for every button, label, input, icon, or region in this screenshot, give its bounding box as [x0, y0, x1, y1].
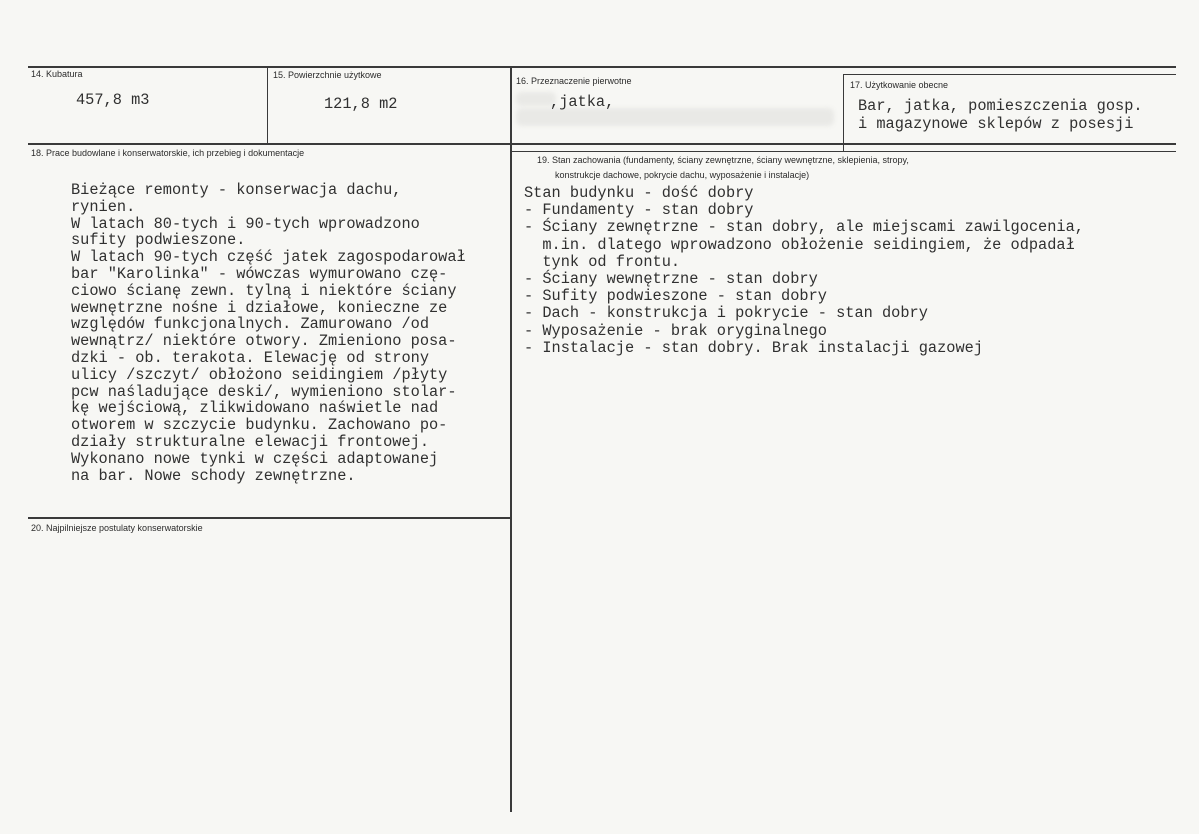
field-18-text-line: bar "Karolinka" - wówczas wymurowano czę-: [71, 265, 448, 283]
field-19-label-line-2: konstrukcje dachowe, pokrycie dachu, wyposażenie i instalacje): [555, 170, 810, 180]
field-18-label: 18. Prace budowlane i konserwatorskie, ich przebieg i dokumentacje: [31, 148, 305, 158]
header-top-rule: [28, 66, 1176, 68]
field-17-value-line-2: i magazynowe sklepów z posesji: [858, 115, 1134, 133]
field-18-text-line: kę wejściową, zlikwidowano naświetle nad: [71, 399, 439, 418]
field-15-label: 15. Powierzchnie użytkowe: [273, 70, 382, 80]
field-19-text-line: Stan budynku - dość dobry: [524, 184, 754, 202]
field-19-text-line: - Fundamenty - stan dobry: [524, 201, 754, 220]
field-18-text-line: rynien.: [71, 197, 136, 216]
field-19-text-line: m.in. dlatego wprowadzono obłożenie seidingiem, że odpadał: [524, 235, 1075, 254]
field-18-text-line: ciowo ścianę zewn. tylną i niektóre ściany: [71, 281, 457, 300]
field-18-text-line: działy strukturalne elewacji frontowej.: [71, 433, 430, 451]
col-divider-3: [843, 74, 844, 152]
f17-top-rule: [843, 74, 1176, 75]
field-14-value: 457,8 m3: [76, 91, 150, 109]
col-divider-2: [510, 67, 512, 812]
field-18-text-line: sufity podwieszone.: [71, 231, 246, 250]
field-18-text-line: wewnętrzne nośne i działowe, konieczne ze: [71, 298, 448, 317]
field-19-text-line: - Ściany zewnętrzne - stan dobry, ale miejscami zawilgocenia,: [524, 218, 1084, 237]
col-divider-1: [267, 67, 268, 144]
field-19-text-line: tynk od frontu.: [524, 252, 681, 271]
field-18-text-line: na bar. Nowe schody zewnętrzne.: [71, 466, 356, 485]
f18-bottom-rule: [28, 517, 510, 519]
header-bottom-rule: [28, 143, 1176, 145]
field-19-text-line: - Sufity podwieszone - stan dobry: [524, 287, 827, 306]
f19-top-rule: [511, 151, 1176, 152]
field-19-text-line: - Dach - konstrukcja i pokrycie - stan dobry: [524, 304, 928, 323]
field-14-label: 14. Kubatura: [31, 69, 83, 79]
field-18-text-line: W latach 80-tych i 90-tych wprowadzono: [71, 214, 420, 233]
field-19-label-line-1: 19. Stan zachowania (fundamenty, ściany zewnętrzne, ściany wewnętrzne, sklepienia, stropy,: [537, 155, 909, 165]
field-19-text-line: - Wyposażenie - brak oryginalnego: [524, 321, 827, 340]
field-18-text-line: Bieżące remonty - konserwacja dachu,: [71, 181, 402, 199]
field-16-value: ,jatka,: [550, 93, 615, 111]
field-18-text-line: względów funkcjonalnych. Zamurowano /od: [71, 315, 430, 334]
field-18-text-line: W latach 90-tych część jatek zagospodarował: [71, 248, 466, 267]
field-18-text-line: otworem w szczycie budynku. Zachowano po-: [71, 416, 448, 435]
field-19-text-line: - Instalacje - stan dobry. Brak instalacji gazowej: [524, 338, 983, 357]
field-18-text-line: dzki - ob. terakota. Elewację od strony: [71, 349, 430, 367]
field-19-text-line: - Ściany wewnętrzne - stan dobry: [524, 270, 818, 288]
field-18-text-line: ulicy /szczyt/ obłożono seidingiem /płyty: [71, 365, 448, 384]
field-20-label: 20. Najpilniejsze postulaty konserwatorskie: [31, 523, 203, 533]
field-18-text-line: Wykonano nowe tynki w części adaptowanej: [71, 449, 439, 468]
field-16-label: 16. Przeznaczenie pierwotne: [516, 76, 632, 86]
field-18-text-line: wewnątrz/ niektóre otwory. Zmieniono posa-: [71, 332, 457, 351]
field-17-value-line-1: Bar, jatka, pomieszczenia gosp.: [858, 97, 1143, 115]
field-18-text-line: pcw naśladujące deski/, wymieniono stolar-: [71, 382, 457, 401]
field-15-value: 121,8 m2: [324, 95, 398, 113]
field-17-label: 17. Użytkowanie obecne: [850, 80, 949, 90]
